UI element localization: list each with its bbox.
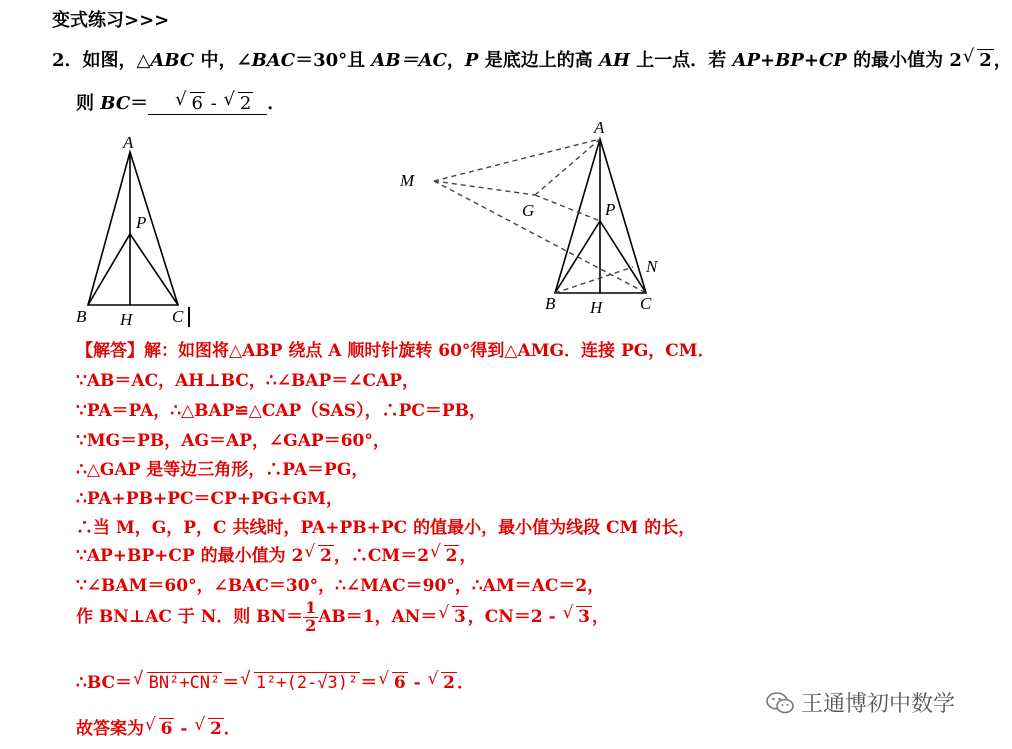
label-M: M [400,171,415,190]
solution-line-10: 作 BN⊥AC 于 N．则 BN＝ $\frac{1}{2}$ AB＝1，AN＝ √ 3 ，CN＝2 - √ 3 ， [76,598,610,635]
solution-line-5: ∴△GAP 是等边三角形，∴PA＝PG， [76,460,369,480]
figure-left [70,130,200,335]
label-C: C [640,294,652,313]
label-P: P [605,200,616,219]
label-A: A [594,118,605,137]
solution-line-6: ∴PA+PB+PC＝CP+PG+GM， [76,489,343,509]
solution-line-3: ∵PA＝PA，∴△BAP≌△CAP（SAS），∴PC＝PB， [76,401,487,421]
problem-number: 2． [52,50,83,71]
label-G: G [522,201,535,220]
solution-line-12: 故答案为 √ 6 - √ 2 ． [76,715,241,739]
label-H: H [590,298,603,317]
problem-stem: 2．如图，△ABC 中，∠BAC＝30°且 AB＝AC，P 是底边上的高 AH 上一点．若 AP+BP+CP 的最小值为 2 √ 2 ， [52,46,1012,71]
sqrt-2: √ 2 [962,46,992,71]
answer-blank: √ 6 - √ 2 [148,92,267,115]
label-C: C [172,307,184,326]
solution-line-8: ∵AP+BP+CP 的最小值为 2 √ 2 ，∴CM＝2 √ 2 ， [76,542,477,566]
solution-line-11: ∴BC＝ √ BN²+CN² ＝ √ 1²+(2-√3)² ＝ √ 6 - √ 2 ． [76,669,475,693]
label-P: P [136,213,147,232]
figure-right [390,115,680,320]
label-B: B [545,294,556,313]
label-H: H [120,310,133,329]
label-N: N [646,257,658,276]
solution-line-4: ∵MG＝PB，AG＝AP，∠GAP＝60°， [76,431,390,451]
section-title: 变式练习>>> [52,10,170,31]
solution-line-2: ∵AB＝AC，AH⊥BC，∴∠BAP＝∠CAP， [76,371,420,391]
fraction-one-half: $\frac{1}{2}$ [305,598,317,635]
label-B: B [76,307,87,326]
wechat-icon [765,690,795,716]
solution-line-1: 【解答】解：如图将△ABP 绕点 A 顺时针旋转 60°得到△AMG．连接 PG，CM． [76,341,715,361]
solution-line-7: ∴当 M，G，P，C 共线时，PA+PB+PC 的值最小，最小值为线段 CM 的长， [76,518,696,538]
problem-answer-line: 则 BC＝ √ 6 - √ 2 ． [76,89,286,114]
label-A: A [123,133,134,152]
solution-line-9: ∵∠BAM＝60°，∠BAC＝30°，∴∠MAC＝90°，∴AM＝AC＝2， [76,576,605,596]
text-cursor [188,307,190,327]
watermark: 王通博初中数学 [765,687,955,718]
